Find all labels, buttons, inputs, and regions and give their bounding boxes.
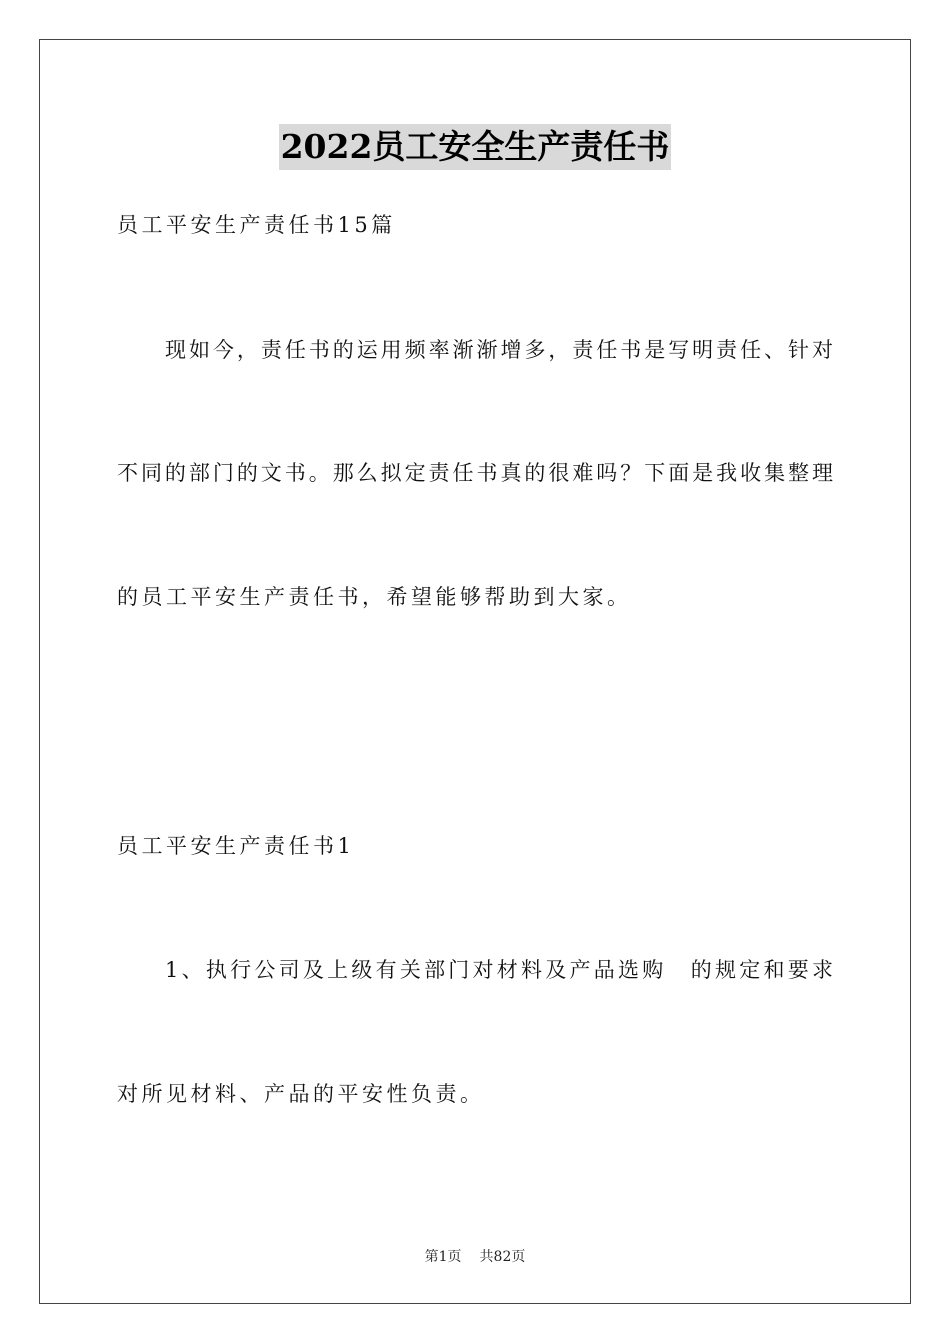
item-1-line-1: 1、执行公司及上级有关部门对材料及产品选购 的规定和要求 [165,958,833,982]
total-pages: 共82页 [479,1249,526,1265]
intro-line-1: 现如今，责任书的运用频率渐渐增多，责任书是写明责任、针对 [165,338,833,362]
item-1-line-2: 对所见材料、产品的平安性负责。 [117,1082,485,1106]
section-heading: 员工平安生产责任书1 [117,834,355,858]
page-number: 第1页 [424,1249,462,1265]
page-footer [0,1248,950,1266]
document-title: 2022员工安全生产责任书 [279,124,672,170]
title-container [0,124,950,170]
intro-line-3: 的员工平安生产责任书，希望能够帮助到大家。 [117,585,632,609]
intro-line-2: 不同的部门的文书。那么拟定责任书真的很难吗？下面是我收集整理 [117,461,833,485]
document-subtitle: 员工平安生产责任书15篇 [117,213,396,237]
